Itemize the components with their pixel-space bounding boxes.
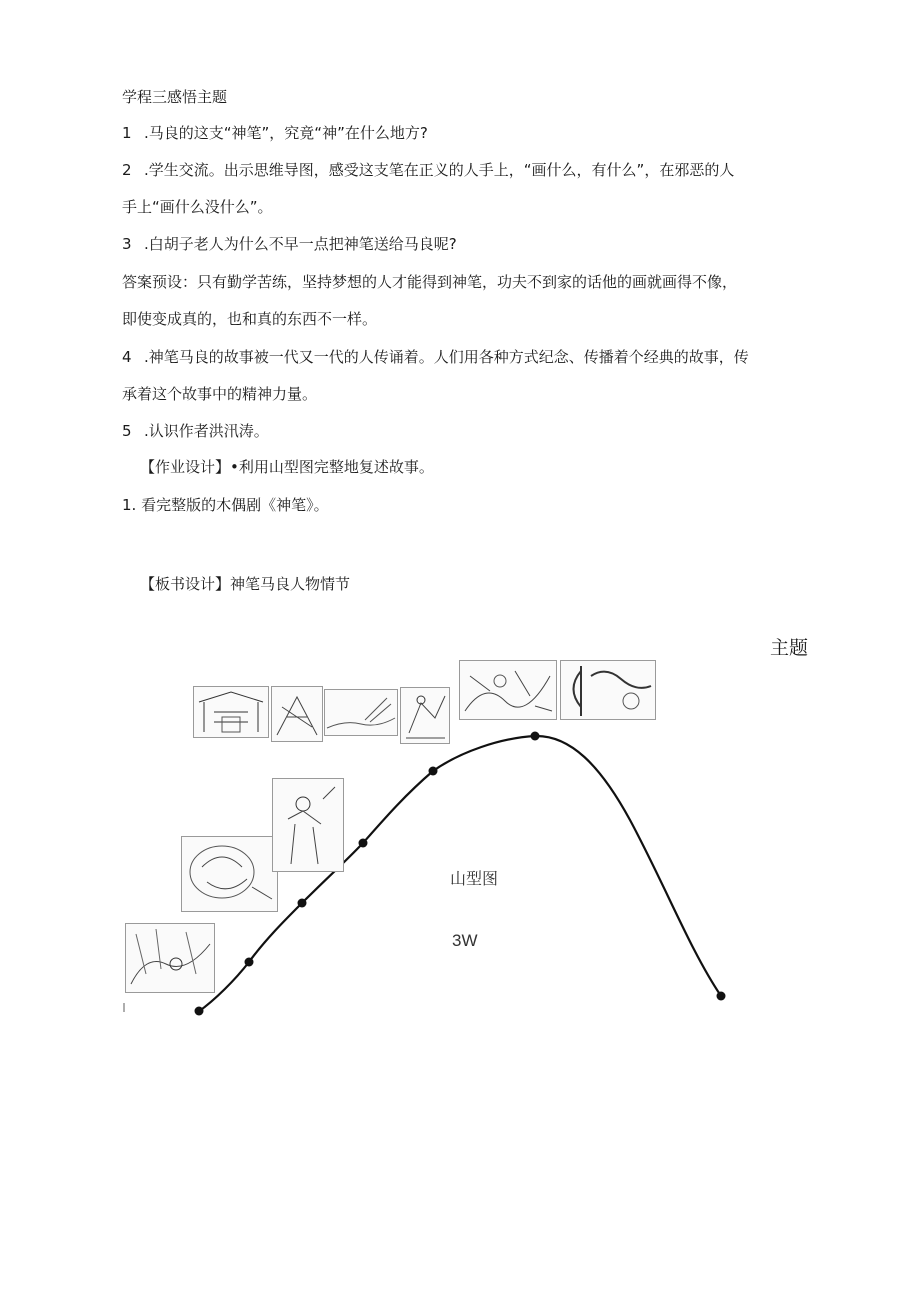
plot-point (531, 732, 540, 741)
illustration-image (560, 660, 656, 720)
item-5 (122, 420, 269, 442)
homework-item: 1. 看完整版的木偶剧《神笔》。 (122, 496, 329, 514)
homework-design: 【作业设计】•利用山型图完整地复述故事。 (140, 458, 434, 476)
item-4 (122, 346, 749, 368)
item-number: 2 (122, 161, 132, 179)
item-text: .认识作者洪汛涛。 (144, 422, 269, 440)
item-number: 5 (122, 422, 132, 440)
theme-label: 主题 (770, 637, 809, 659)
item-2-continuation: 手上“画什么没什么”。 (122, 198, 273, 216)
plot-point (245, 958, 254, 967)
item-text: .白胡子老人为什么不早一点把神笔送给马良呢? (144, 235, 457, 253)
item-3 (122, 233, 457, 255)
plot-point (717, 992, 726, 1001)
plot-point (298, 899, 307, 908)
item-number: 1 (122, 124, 132, 142)
3w-label: 3W (452, 931, 478, 950)
answer-preset-continuation: 即使变成真的，也和真的东西不一样。 (122, 310, 378, 328)
item-text: .学生交流。出示思维导图，感受这支笔在正义的人手上，“画什么，有什么”，在邪恶的人 (144, 161, 735, 179)
plot-point (195, 1007, 204, 1016)
item-text: .马良的这支“神笔”，究竟“神”在什么地方? (144, 124, 428, 142)
item-4-continuation: 承着这个故事中的精神力量。 (122, 385, 318, 403)
illustration-image (459, 660, 557, 720)
illustration-image (324, 689, 398, 736)
answer-preset: 答案预设：只有勤学苦练，坚持梦想的人才能得到神笔，功夫不到家的话他的画就画得不像， (122, 273, 738, 291)
illustration-image (125, 923, 215, 993)
board-design: 【板书设计】神笔马良人物情节 (140, 575, 351, 593)
item-1 (122, 122, 428, 144)
plot-point (359, 839, 368, 848)
section-title: 学程三感悟主题 (122, 88, 228, 106)
illustration-image (400, 687, 450, 744)
item-2 (122, 159, 734, 181)
illustration-image (193, 686, 269, 738)
mountain-diagram-label: 山型图 (450, 869, 499, 888)
illustration-image (181, 836, 278, 912)
item-number: 3 (122, 235, 132, 253)
plot-point (429, 767, 438, 776)
item-text: .神笔马良的故事被一代又一代的人传诵着。人们用各种方式纪念、传播着个经典的故事，传 (144, 348, 749, 366)
item-number: 4 (122, 348, 132, 366)
illustration-image (271, 686, 323, 742)
illustration-image (272, 778, 344, 872)
